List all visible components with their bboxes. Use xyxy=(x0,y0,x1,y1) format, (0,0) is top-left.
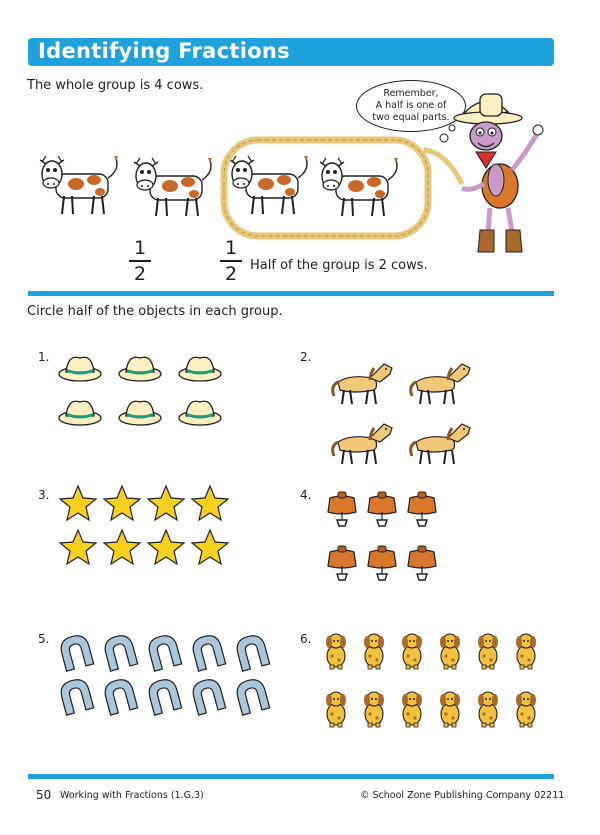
dog-icon xyxy=(364,634,384,669)
horseshoe-icon xyxy=(58,633,93,671)
problem-number: 4. xyxy=(300,488,312,502)
divider-bottom xyxy=(28,774,554,779)
horseshoe-icon xyxy=(190,633,225,671)
horseshoe-icon xyxy=(190,677,225,715)
cowboy-hat-icon xyxy=(179,401,221,425)
cow-icon xyxy=(40,156,118,214)
horse-icon xyxy=(411,424,470,464)
dog-icon xyxy=(440,634,460,669)
problem-number: 5. xyxy=(38,632,50,646)
fraction-one-half xyxy=(220,237,242,285)
horseshoe-icon xyxy=(146,677,181,715)
dog-icon xyxy=(516,692,536,727)
fraction-bar xyxy=(220,260,242,262)
cowboy-ant-icon xyxy=(454,94,543,252)
horseshoe-icon xyxy=(102,677,137,715)
horseshoe-icon xyxy=(146,633,181,671)
page-number: 50 xyxy=(36,788,52,802)
star-icon xyxy=(60,530,96,564)
star-icon xyxy=(60,486,96,520)
half-statement: Half of the group is 2 cows. xyxy=(250,258,428,273)
speech-line-1: Remember, xyxy=(383,88,439,99)
fraction-numerator: 1 xyxy=(224,237,238,259)
horse-icon xyxy=(333,364,392,404)
horse-icon xyxy=(333,424,392,464)
cow-icon xyxy=(134,158,212,216)
intro-text: The whole group is 4 cows. xyxy=(27,78,204,93)
horseshoe-icon xyxy=(234,633,269,671)
star-icon xyxy=(192,486,228,520)
dog-icon xyxy=(440,692,460,727)
speech-line-2: A half is one of xyxy=(375,100,447,111)
dog-icon xyxy=(364,692,384,727)
fraction-numerator: 1 xyxy=(133,237,147,259)
saddle-icon xyxy=(328,546,356,580)
star-icon xyxy=(148,486,184,520)
divider-top xyxy=(28,291,554,296)
saddle-icon xyxy=(408,492,436,526)
saddle-icon xyxy=(408,546,436,580)
fraction-one-half xyxy=(129,237,151,285)
horseshoe-icon xyxy=(58,677,93,715)
saddle-icon xyxy=(328,492,356,526)
dog-icon xyxy=(478,692,498,727)
star-icon xyxy=(192,530,228,564)
cow-icon xyxy=(320,158,398,216)
star-icon xyxy=(104,486,140,520)
problem-number: 1. xyxy=(38,350,50,364)
problem-number: 6. xyxy=(300,632,312,646)
horse-icon xyxy=(411,364,470,404)
cowboy-hat-icon xyxy=(119,401,161,425)
horseshoe-icon xyxy=(102,633,137,671)
fraction-bar xyxy=(129,260,151,262)
speech-line-3: two equal parts. xyxy=(372,112,450,123)
dog-icon xyxy=(402,692,422,727)
cowboy-hat-icon xyxy=(59,401,101,425)
dog-icon xyxy=(326,692,346,727)
star-icon xyxy=(148,530,184,564)
fraction-denominator: 2 xyxy=(224,262,238,285)
cow-icon xyxy=(230,156,308,214)
footer-topic: Working with Fractions (1.G.3) xyxy=(60,790,204,801)
cowboy-hat-icon xyxy=(179,357,221,381)
page-title: Identifying Fractions xyxy=(38,39,290,63)
cowboy-hat-icon xyxy=(119,357,161,381)
footer-copyright: © School Zone Publishing Company 02211 xyxy=(360,790,565,801)
saddle-icon xyxy=(368,546,396,580)
saddle-icon xyxy=(368,492,396,526)
problem-number: 2. xyxy=(300,350,312,364)
instruction-text: Circle half of the objects in each group. xyxy=(27,304,283,319)
dog-icon xyxy=(326,634,346,669)
cowboy-hat-icon xyxy=(59,357,101,381)
star-icon xyxy=(104,530,140,564)
dog-icon xyxy=(478,634,498,669)
dog-icon xyxy=(402,634,422,669)
problem-number: 3. xyxy=(38,488,50,502)
fraction-denominator: 2 xyxy=(133,262,147,285)
horseshoe-icon xyxy=(234,677,269,715)
dog-icon xyxy=(516,634,536,669)
